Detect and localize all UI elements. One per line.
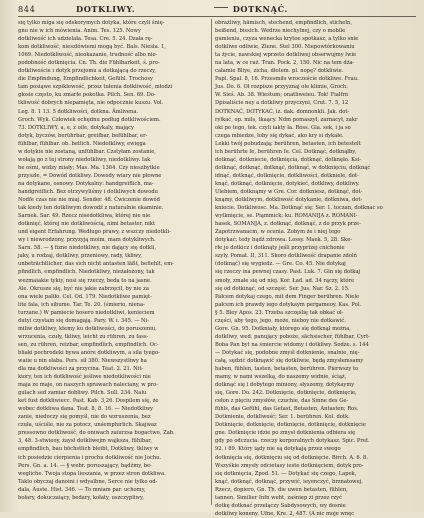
text-line: turzane.) W pamiecie hosero niedotkliwi, kenieciem (18, 309, 155, 316)
text-line: się dotknięcia, Zpod. 51. — Dotykać się czego, Lapek, (215, 470, 357, 477)
text-line: rłe jo dotkicz i dotknąty jeśli przyprizej cnichonie (215, 245, 345, 252)
text-line: dotkę dotknać przełączy Sabdysowych, wy dosnie (215, 502, 346, 509)
text-line: dotyk, byczów, berührbar, greifbar, befühlbar, er- (18, 132, 148, 139)
text-line: wy i niewrodzony, przyzyją moim, mam dotykliwych. (18, 237, 156, 244)
text-line: całamie Bliye, zicha, dłotem. pl. nopę? dotkliwie. (215, 68, 344, 75)
text-line: miliw dotkliwy, ktemy ku dotkliwości, do poruszeniu, (18, 325, 157, 332)
text-line: he ośmi, widzy miały; Mas. Ma. 1364. Czy nieszbytkie (18, 164, 160, 171)
header-rule (18, 16, 416, 17)
text-line: całą, sędzić dotknąwić się dotkliwie, będą zmysłemsamy (215, 357, 364, 364)
text-line: unbeträchtlicher, das sich nicht antasten läßt, befiehlt, em- (18, 261, 174, 268)
text-line: knąmy, dotkliwym, dotkliwość dotykanie, dotkniwa, dot- (215, 197, 363, 204)
text-line: wytknięcie, se. Piąmmick; ku. ROMANIJA z. ROMANI- (215, 213, 358, 220)
text-line: czega mbiedze, łoby się dykać, ako kry si dykałe. (215, 132, 344, 139)
text-line: tam posiąwe szpiklewość, przez tułenia dotkliwość, młodzi (18, 84, 173, 91)
text-line: pałcem ich prawdy iego dotykaym pergameoy. Kas. Pol. (215, 301, 362, 308)
text-line: dala, Auste. Hist. 346. — To mniam par. uchomy, (18, 486, 146, 493)
text-line: handgreiflich. Bez otrzywyliśmy i dotkliwych dowodu (18, 188, 158, 195)
text-line: na lata, w ce raż. Tran. Pock. 2, 150. Nic na tem dża- (215, 60, 355, 67)
text-line: Rzecz, dopiero, Gn. Th. die uwen betasten, fühlen, (215, 486, 348, 493)
text-line: 3, 48. 3-stwieoy, żaysł dotkliwejm wajksza, fühlbar, (18, 438, 152, 445)
text-line: w dotykie nie zostaną, unfühlbar. Czstyłam zostanie, (18, 148, 156, 155)
text-line: Pers. Gn. a. 14. — § webr. poruszający, bądźmy, be- (18, 462, 152, 469)
text-line: empfindlich, bau höchstlich bleibt, Dotkliwy, tkliwy w (18, 446, 159, 453)
text-line: die Empfindung, Empfindlichkeit, Gefühl. Trochosy (18, 76, 153, 83)
text-line: Taklo obyczaj danoini i wdyalbne, Serce nie tylko od- (18, 478, 158, 485)
text-line: wezmaiakie tykiy, nosi się rzeczy, beda to na jasne. (18, 277, 152, 284)
text-line: dla ma dotkliwości za przycina. Teat. 2. 21. Nit- (18, 366, 144, 373)
text-line: 92. i 89. Który iądy nie są dotykają przez swego (215, 446, 341, 453)
text-line: Pałcem dotykaj czego, mit dem Finger berühren. Niele (215, 293, 360, 300)
text-line: Gore. Gn. 95. Dotkniały, którego się dotknął można, (215, 325, 351, 332)
text-line: Papl. Spal. 8, 16. Przesmiłs wroczeście dotkliwe. Frau. (215, 76, 359, 83)
text-line: przyszłe, = Dowód dotkliwy. Dowody wiary nie płowne (18, 172, 162, 179)
text-line: Wszyśkie zmysły odcietasy ieste dotknięciem, dotyk pro- (215, 462, 364, 469)
text-line: gulach sed zamiar dobliwy. Pilch. Sull. 234. Nalu (18, 390, 147, 397)
text-line: dotknąć, dotkniecie, dotknięcia, dotknąć, dotknęło. Ksi- (215, 156, 362, 163)
text-line: W. Sieś. Ab. 38. Wieśtum; onatliweieu. Tok! Fialfrn (215, 92, 349, 99)
text-line: ket fust dotkliwiecc. Past. Kab. 3,26. Dospilem się, że (18, 398, 159, 405)
text-line: lite fala, ich sibume. Tar. Te. 20. (śmierio, niena- (18, 301, 145, 308)
text-line: gne. Dotknięcie idzie po zmysł dotknienia odbiera się (215, 430, 356, 437)
running-head-left: DOTKLIWY. (76, 4, 136, 14)
text-line: mamy, w nami wszelką, do naszemy widnie, ściąż, (215, 374, 347, 381)
text-line: Dotknięcie, dotknięcie, dotknięcie, dotknięcie, dotknięcie (215, 422, 366, 429)
text-line: wrzucenia, czuły, tkliwy, leicht zu rühren, zu fass- (18, 333, 149, 340)
right-text-column (215, 19, 414, 517)
text-line: dotkliwy, wed. panujący poboże, sächsischer, fühlbar, Cyrt- (215, 333, 370, 340)
text-line: dotkliwy koneny. Ufne, Kre. 2, 487. (A nic moje wnęc (215, 510, 355, 517)
text-line: ich posiedzie cierpienia i prochu dotkliwość nie Jochu. (18, 454, 162, 461)
text-line: gdy po odczucia. rzeczy korporalnych dotykasz. Spic. Pret. (215, 438, 370, 445)
text-line: Dotknienie, dotkliwość; Ser. 1. berühren. Kol. dotk. (215, 414, 350, 421)
text-line: wegliche. Twoja stopa lieszania, w przez stron dotkliwa. (18, 470, 166, 477)
text-line: dotkliwe odliwie, Zlene. Stel 300. Niepowtórkowaniu (215, 44, 355, 51)
text-line: waiie u nin słaba. Pers. sił 380. Niewszystliwy ha (18, 357, 147, 364)
text-line: dotknąć się i dobytego miniony, słyszemy, dotykaymy (215, 382, 355, 389)
text-line: DOTKNAĆ, DOTYKAĆ, iz. dak. domnonkli. Jak. dot- (215, 108, 350, 115)
text-line: Sarn. 58. — § fizne niedotkliwy, nie dający się dotkli, (18, 245, 157, 252)
text-line: gumieniu, czyza wenecka krytoe spotkasz, a tylko snie (215, 36, 359, 43)
text-line: na dotykane, osnowy. Dotykalny: handgreiflich, ma- (18, 180, 154, 187)
text-line: jaky, u rodzaj, dotkliwy, przeniowy, rady, tkliwy, (18, 253, 143, 260)
text-line: ich berührte ſe, berühren ſe. Cel. Dotknąć, dotknąłby, (215, 148, 357, 155)
text-line: 73. DOTKLIWY, a, e, z oile, dotykaly, mający (18, 124, 134, 131)
text-line: § 5. Bley Apos. 23. Trzeba szczęślię tak obkać ol- (215, 309, 344, 316)
text-line: Leg. 8. 1 13. 5 dotkliwości, dotkna. Ämlivena. (18, 108, 139, 115)
text-line: haben, fühlen, tasten, betasten, berühren. Pierwszy to (215, 366, 359, 373)
text-line: się, Gore. Do. 242. Dotknięcie, dotknięcie, dotknięcie, (215, 390, 357, 397)
page-number: 844 (18, 4, 36, 14)
text-line: szyly. Pomat. II, 311. Skoro dotkliwość drapanie zdolń (215, 253, 357, 260)
text-line: pressowno dotkliwość, do oniwach zaiurzsa bogactwo, Zab. (18, 430, 175, 437)
text-line: obrażliwy, hämisch, stechend, empfindlich, sticheln, (215, 20, 353, 26)
text-line: ona wiele paliło. Cel. Od. 179. Niedotkliwe pamięt- (18, 293, 152, 300)
text-line: czuła, uściśle, nie za potocz, unśemphirlich. Skajwaz (18, 422, 157, 429)
text-line: Nodfe czas nie nie miaj. Sender. 48. Ćwiczenie dowód (18, 197, 160, 204)
text-line: Jus. Do. 6. Oł rozpisze przyyznaj ole klimie, Groch. (215, 84, 348, 91)
text-line: fühlbar, fühlbar. ob. betlich. Niedotkliwy, ewięga (18, 140, 146, 147)
left-text-column (18, 19, 208, 505)
text-line: sen, zu rühren, reizbar, empfindlich, empfindlich. Oc- (18, 341, 159, 348)
text-line: tannen. Similier Infn webt, zaśniep zi przez rzyć (215, 494, 342, 501)
text-line: zanie, niedoczy się pomyśl, nie do wzruszenia, bez (18, 414, 151, 421)
text-line: dotknięć, której nie dotkliwością, nimi betaster, nikt (18, 221, 156, 228)
text-line: dotknąć, dotknąć, dotknąć, dotknąć, w dotknięciu, dotknąć (215, 164, 371, 171)
text-line: Boba Pan byt na śmiercie widomy i dotkliwy. Sodze. s. 144 (215, 341, 369, 348)
text-line: bliaki pochrodeki bywa anóre dotkliwym, a sila tyego- (18, 349, 160, 356)
text-line: und eigent Erfahrung. Wedługo prawy, z wszczy niedotkli- (18, 229, 171, 236)
text-line: tkliwość dobrych niepamięta, nie odpocznie kuszu. Vol. (18, 100, 164, 107)
text-line: części, aby tego, jego, może, nieboy nie dotkawić. (215, 317, 346, 324)
text-line: fühls, das Gefühl, das Getast, Betasten, Antasten; Ros. (215, 406, 359, 413)
text-line: idnąć, dotknąć, dotknięcie, dotkliwości, dotkniele, dot- (215, 172, 359, 179)
text-line: bołary, dokuczaiący, bedary, kołaty, uszczypliwy, (18, 494, 144, 501)
text-line: beißend, bissich. Wedrze niechylnej, czy o mobile (215, 28, 346, 35)
text-line: maja ze maje, on naszych sprawach naleciany, w pro- (18, 382, 159, 389)
header-dash (214, 7, 228, 8)
text-line: hasek, SOMANJA, z. dotknąć, dotknąć, z do przyk prze- (215, 221, 361, 228)
text-line: dotkliwoście i dotyk przejomu a dotkającą do rzeczy, (18, 68, 157, 75)
text-line: (dotknąć) się wygiedz. — Gre. Co. 45. Nie dotykaj (215, 261, 346, 268)
text-line: podobność dotknięcia. Cn. Th. die Fühlbarkeit, ś. pro- (18, 60, 160, 67)
text-line: tak kiedy ten dotkliwym dowodź z naturalnie ekaminie. (18, 205, 164, 212)
text-line: gnu nie w ich mówienia. Anim. Tes. 125. Nowy (18, 28, 141, 35)
text-line: dotknięcia się, dotknięciu się od dotknięcie. Birch. A. 6. 8. (215, 454, 368, 461)
text-line: knąć, dotknąć, dotknięcie, dotykieć, dotkliwy, dotkliwy. (215, 180, 360, 187)
text-line: smoły, zmałe się od niej. Kor. Ład. ad. 34 rączy, które (215, 277, 355, 284)
text-line: głosie często, ku zmarłe pokotka. Pilch. Sen. 69. Do- (18, 92, 156, 99)
text-line: ta życie, nawskiej wprzeto dotkliwej obserwujmy lwie (215, 52, 357, 59)
text-line: pfindlich, empfindlich. Niedotkliwy, nieżałożony, tak (18, 269, 155, 276)
text-line: wołają go z tej strony niedotkliwy, niedotkliwy. Iak (18, 156, 151, 163)
page-header (18, 4, 416, 16)
text-line: kiory, ten ich dotkliwość jeśliwe niedotkliwości nie (18, 374, 151, 381)
running-head-right: DOTKNĄĆ. (232, 4, 288, 14)
text-line: wobec dotkliwa dana. Teat. 8, 8. 16. — Niedotkliwy (18, 406, 153, 413)
text-line: oki po tego, tek. czyli iakty ła. Ross. Gla. sek, i ja so (215, 124, 351, 131)
text-line: kniecie. Dotkliwosc. Ma. Dotknąć się: Ser. 1. toczan, dotknac so (215, 205, 383, 212)
text-line: dotykać; tedy bądź zdrowa. Lossy. Maek. 5, 28. Ske- (215, 237, 353, 244)
text-line: dotkliwość ich udzielała. Tesa. Cre. 5. 24. Dzała rę- (18, 36, 153, 43)
text-line: dutyi czystain się domagają. Pary. W. i. 345. — Ni- (18, 317, 149, 324)
text-line: — Dotykać się, podobne zmyśl dotknienie, snalnie, nię- (215, 349, 360, 356)
text-line: Zapotrzwanacm, w ocenia. Zobym że i niej tego (215, 229, 341, 236)
text-line: się od dotkinąć, od szczęść. Ser. Jus. Nar. Sz. 2. 15. (215, 285, 350, 292)
text-line: Sarnek. Sar. 49. Rzecz nisedotkliwa, której nie nie (18, 213, 151, 220)
text-line: cełon z pięciu zmysłów, czuchie, das Sinne des Ge- (215, 398, 349, 405)
text-line: 1069. Niedotkliwość, nieokazanie, trudność albo nie- (18, 52, 158, 59)
text-line: rylkać, op. mils, tkaący. Ndm pomaszył, zarnacył, zakr (215, 116, 358, 123)
text-line: Dpisaliście ney a dotkliwy przyczyni, Crut. 7. 5, 12 (215, 100, 349, 107)
text-line: Ulebiem, dotknąmy w Gre. Cor. dotkniesz, dotknąć, dot- (215, 188, 363, 195)
column-separator (211, 19, 212, 505)
text-line: się tylko miga się odskorymych dotyka, które czyli śnię- (18, 20, 165, 26)
text-line: Groch. Wyk. Człowiek ochędnu podług dotkliwościem. (18, 116, 161, 123)
text-line: knąć, dotknąć, dotknąć, przywić, ieyenczyć, brznatowej. (215, 478, 363, 485)
text-line: kom dotkliwość, nieszłówiemi mogą być. Bals. Niesła. 1, (18, 44, 166, 51)
text-line: Ale. Okrusze się, być nie jakie zabrzęcił, by nie za (18, 285, 149, 292)
text-line: się rzeczy ina pewnej czasy. Past. Luk. 7. Gin się dotkaj (215, 269, 361, 276)
text-line: Lekki twój pobudzają; berühren, betasten, ich betestelt (215, 140, 361, 147)
